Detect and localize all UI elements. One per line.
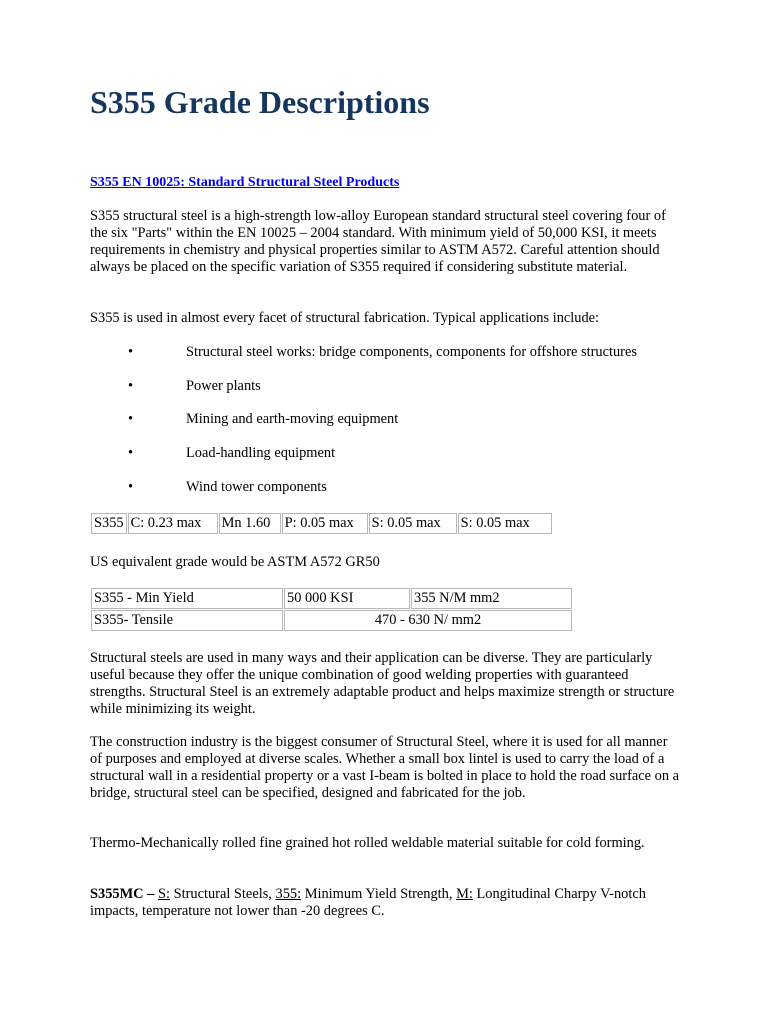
bullet-glyph: • xyxy=(128,445,134,461)
chemistry-table xyxy=(90,512,553,535)
applications-intro: S355 is used in almost every facet of structural fabrication. Typical applications include: xyxy=(90,310,600,326)
page-title: S355 Grade Descriptions xyxy=(90,84,430,120)
bullet-text: Structural steel works: bridge components, components for offshore structures xyxy=(186,344,637,360)
thermo-paragraph: Thermo-Mechanically rolled fine grained hot rolled weldable material suitable for cold forming. xyxy=(90,835,645,851)
properties-table xyxy=(90,587,573,632)
bullet-text: Wind tower components xyxy=(186,479,327,495)
bullet-glyph: • xyxy=(128,378,134,394)
s355mc-paragraph xyxy=(90,886,680,920)
table-row xyxy=(91,588,572,609)
table-cell: 355 N/M mm2 xyxy=(411,588,572,609)
bullet-text: Mining and earth-moving equipment xyxy=(186,411,399,427)
table-cell: Mn 1.60 xyxy=(219,513,281,534)
us-equivalent: US equivalent grade would be ASTM A572 GR50 xyxy=(90,554,380,570)
n-text: Minimum Yield Strength, xyxy=(301,886,457,902)
grade-label: S355MC – xyxy=(90,886,155,902)
m-key: M: xyxy=(456,886,473,902)
bullet-text: Power plants xyxy=(186,378,261,394)
construction-paragraph: The construction industry is the biggest consumer of Structural Steel, where it is used for all manner of purposes and employed at diverse scales. Whether a small box lintel is used to carry the load of a structural wall in a residential property or a vast I-beam is bolted in place to hold the road surface on a bridge, structural steel can be specified, designed and fabricated for the job. xyxy=(90,734,680,801)
bullet-glyph: • xyxy=(128,344,134,360)
table-cell: P: 0.05 max xyxy=(282,513,368,534)
s-text: Structural Steels, xyxy=(169,886,276,902)
table-cell: S: 0.05 max xyxy=(458,513,552,534)
table-row xyxy=(91,513,552,534)
table-cell: C: 0.23 max xyxy=(128,513,218,534)
table-cell: S355- Tensile xyxy=(91,610,283,631)
table-cell: 50 000 KSI xyxy=(284,588,410,609)
standard-link[interactable]: S355 EN 10025: Standard Structural Steel Products xyxy=(90,175,400,190)
m-text: Longitudinal Charpy V-notch impacts, temperature not lower than -20 degrees C. xyxy=(90,886,646,919)
table-cell: 470 - 630 N/ mm2 xyxy=(284,610,572,631)
uses-paragraph: Structural steels are used in many ways and their application can be diverse. They are particularly useful because they offer the unique combination of good welding properties with guaranteed strengths. Structural Steel is an extremely adaptable product and helps maximize strength or structure while minimizing its weight. xyxy=(90,650,675,717)
bullet-glyph: • xyxy=(128,479,134,495)
n-key: 355: xyxy=(275,886,302,902)
table-row xyxy=(91,610,572,631)
table-cell: S355 - Min Yield xyxy=(91,588,283,609)
table-cell: S: 0.05 max xyxy=(369,513,457,534)
bullet-glyph: • xyxy=(128,411,134,427)
s-key: S: xyxy=(157,886,170,902)
bullet-text: Load-handling equipment xyxy=(186,445,336,461)
table-cell: S355 xyxy=(91,513,127,534)
intro-paragraph: S355 structural steel is a high-strength low-alloy European standard structural steel covering four of the six "Parts" within the EN 10025 – 2004 standard. With minimum yield of 50,000 KSI, it meets requirements in chemistry and physical properties similar to ASTM A572. Careful attention should always be placed on the specific variation of S355 required if considering substitute material. xyxy=(90,208,666,275)
